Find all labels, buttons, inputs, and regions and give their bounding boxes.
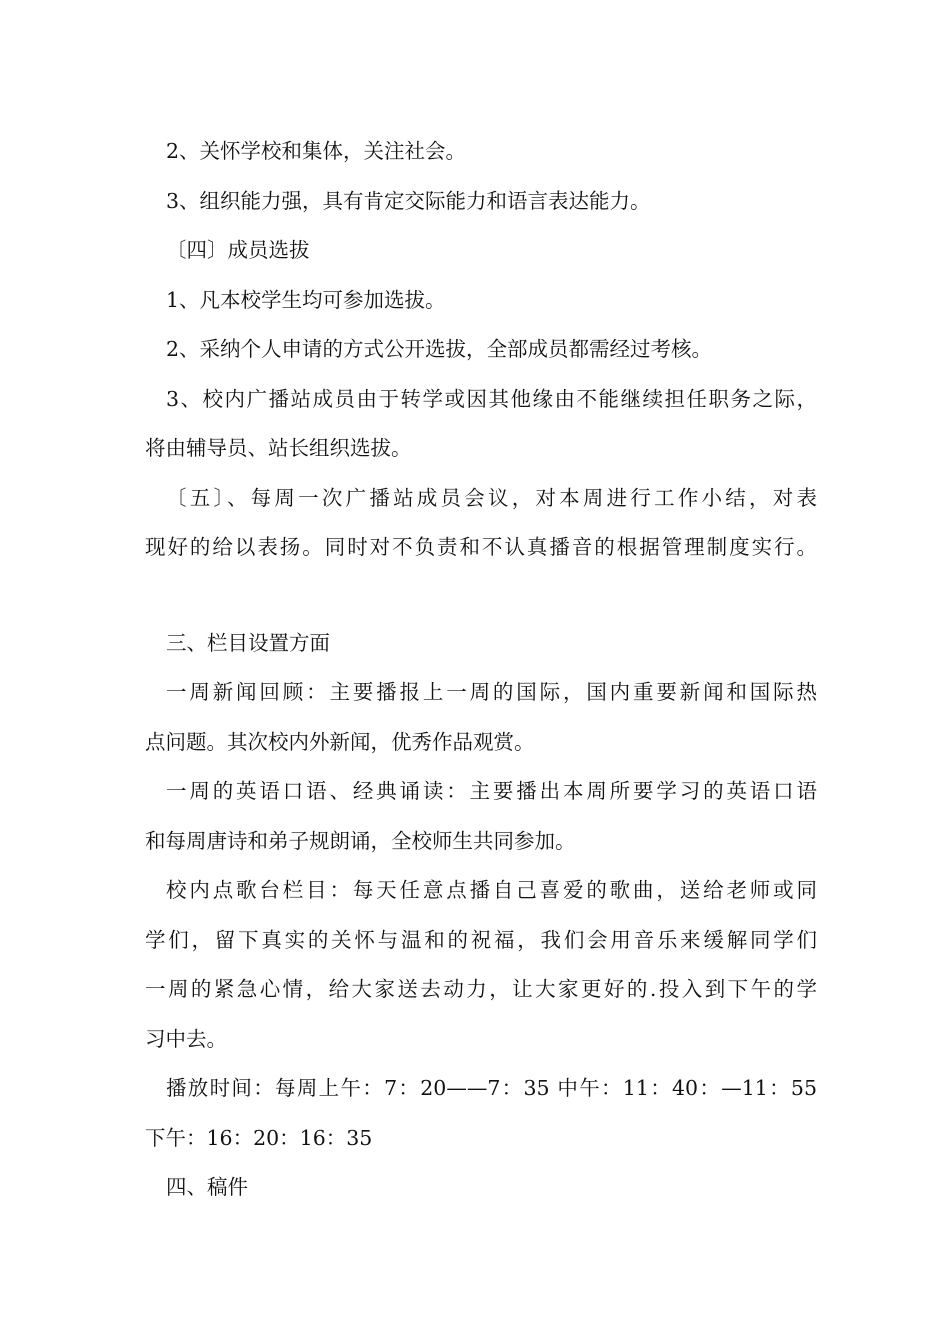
paragraph-line: 和每周唐诗和弟子规朗诵，全校师生共同参加。 [145,828,576,853]
paragraph-line: 将由辅导员、站长组织选拔。 [145,436,412,460]
paragraph-line: 一周的英语口语、经典诵读：主要播出本周所要学习的英语口语 [166,779,817,803]
paragraph-line: 3、组织能力强，具有肯定交际能力和语言表达能力。 [166,188,651,213]
document-body [145,127,817,1213]
paragraph-line: 一周新闻回顾：主要播报上一周的国际，国内重要新闻和国际热 [166,680,817,704]
paragraph-line: 学们，留下真实的关怀与温和的祝福，我们会用音乐来缓解同学们 [145,927,817,952]
section-heading-member-selection: 〔四〕成员选拔 [166,238,310,262]
paragraph-line: 校内点歌台栏目：每天任意点播自己喜爱的歌曲，送给老师或同 [166,878,817,902]
paragraph-line: 2、采纳个人申请的方式公开选拔，全部成员都需经过考核。 [166,337,713,361]
broadcast-time-line: 播放时间：每周上午：7：20——7：35 中午：11：40：—11：55 [166,1076,817,1100]
paragraph-line: 2、关怀学校和集体，关注社会。 [166,139,467,163]
paragraph-line: 1、凡本校学生均可参加选拔。 [166,287,446,312]
paragraph-line: 习中去。 [145,1026,227,1051]
paragraph-line: 现好的给以表扬。同时对不负责和不认真播音的根据管理制度实行。 [145,535,817,559]
paragraph-line: 3、校内广播站成员由于转学或因其他缘由不能继续担任职务之际， [166,386,817,411]
paragraph-line: 一周的紧急心情，给大家送去动力，让大家更好的.投入到下午的学 [145,977,817,1001]
paragraph-spacer [145,573,817,619]
section-heading-columns: 三、栏目设置方面 [166,630,330,655]
paragraph-line: 〔五〕、每周一次广播站成员会议，对本周进行工作小结，对表 [166,485,817,510]
section-heading-manuscripts: 四、稿件 [166,1175,248,1199]
broadcast-time-line: 下午：16：20：16：35 [145,1125,373,1150]
paragraph-line: 点问题。其次校内外新闻，优秀作品观赏。 [145,729,535,754]
